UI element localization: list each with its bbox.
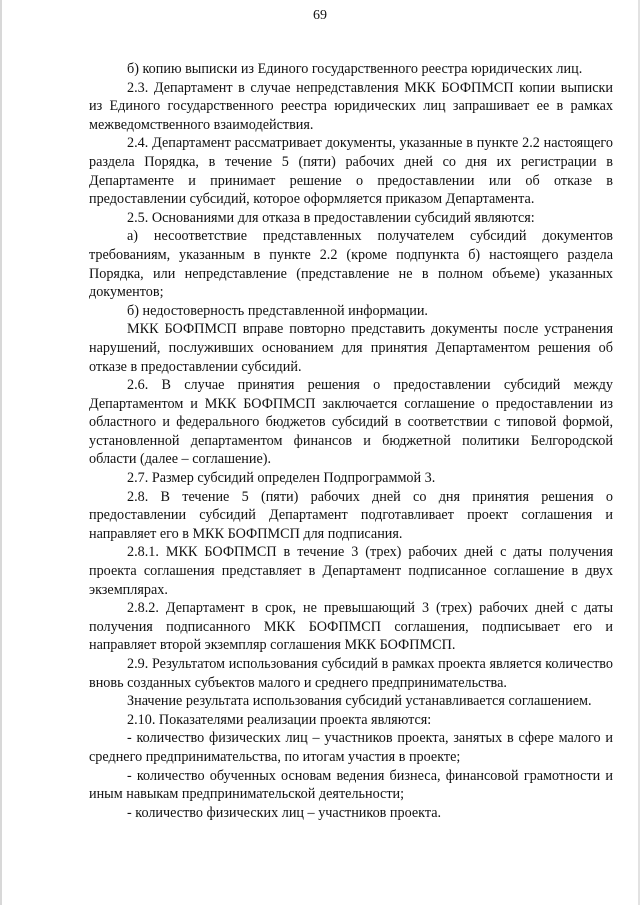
paragraph-2-6: 2.6. В случае принятия решения о предоставлении субсидий между Департаментом и МКК БОФПМСП заключается соглашение о предоставлении из областного и федерального бюджетов субсидий в соответствии с типовой формой, установленной департаментом финансов и бюджетной политики Белгородской области (далее – соглашение). — [89, 377, 613, 468]
list-item-indicator-2: - количество обученных основам ведения бизнеса, финансовой грамотности и иным навыкам предпринимательской деятельности; — [89, 767, 613, 803]
paragraph-2-5-a: а) несоответствие представленных получателем субсидий документов требованиям, указанным в пункте 2.2 (кроме подпункта б) настоящего раздела Порядка, или непредставление (представление не в полном объеме) указанных документов; — [89, 228, 613, 301]
paragraph-2-8: 2.8. В течение 5 (пяти) рабочих дней со дня принятия решения о предоставлении субсидий Департамент подготавливает проект соглашения и направляет его в МКК БОФПМСП для подписания. — [89, 488, 613, 542]
paragraph-2-2-b: б) копию выписки из Единого государственного реестра юридических лиц. — [127, 61, 583, 77]
paragraph-2-9: 2.9. Результатом использования субсидий в рамках проекта является количество вновь созданных субъектов малого и среднего предпринимательства. — [89, 656, 613, 691]
list-item-indicator-1: - количество физических лиц – участников проекта, занятых в сфере малого и среднего предпринимательства, по итогам участия в проекте; — [89, 730, 613, 765]
paragraph-2-4: 2.4. Департамент рассматривает документы, указанные в пункте 2.2 настоящего раздела Порядка, в течение 5 (пяти) рабочих дней со дня их регистрации в Департаменте и принимает решение о предоставлении или об отказе в предоставлении субсидий, которое оформляется приказом Департамента. — [89, 135, 613, 208]
paragraph-resubmission: МКК БОФПМСП вправе повторно представить документы после устранения нарушений, послуживших основанием для принятия Департаментом решения об отказе в предоставлении субсидий. — [89, 321, 613, 375]
paragraph-2-5-b: б) недостоверность представленной информации. — [127, 302, 428, 319]
page-number: 69 — [313, 8, 327, 23]
paragraph-2-3: 2.3. Департамент в случае непредставления МКК БОФПМСП копии выписки из Единого государственного реестра юридических лиц запрашивает ее в рамках межведомственного взаимодействия. — [89, 79, 613, 133]
document-body — [89, 60, 613, 822]
paragraph-result-value: Значение результата использования субсидий устанавливается соглашением. — [127, 693, 592, 710]
paragraph-2-10: 2.10. Показателями реализации проекта являются: — [127, 711, 432, 728]
paragraph-2-8-1: 2.8.1. МКК БОФПМСП в течение 3 (трех) рабочих дней с даты получения проекта соглашения представляет в Департамент подписанное соглашение в двух экземплярах. — [89, 544, 613, 598]
list-item-indicator-3: - количество физических лиц – участников проекта. — [127, 804, 442, 821]
paragraph-2-8-2: 2.8.2. Департамент в срок, не превышающий 3 (трех) рабочих дней с даты получения подписанного МКК БОФПМСП соглашения, подписывает его и направляет второй экземпляр соглашения МКК БОФПМСП. — [89, 600, 613, 654]
paragraph-2-5: 2.5. Основаниями для отказа в предоставлении субсидий являются: — [127, 209, 535, 226]
scan-edge-left — [0, 0, 2, 905]
paragraph-2-7: 2.7. Размер субсидий определен Подпрограммой 3. — [127, 470, 436, 487]
